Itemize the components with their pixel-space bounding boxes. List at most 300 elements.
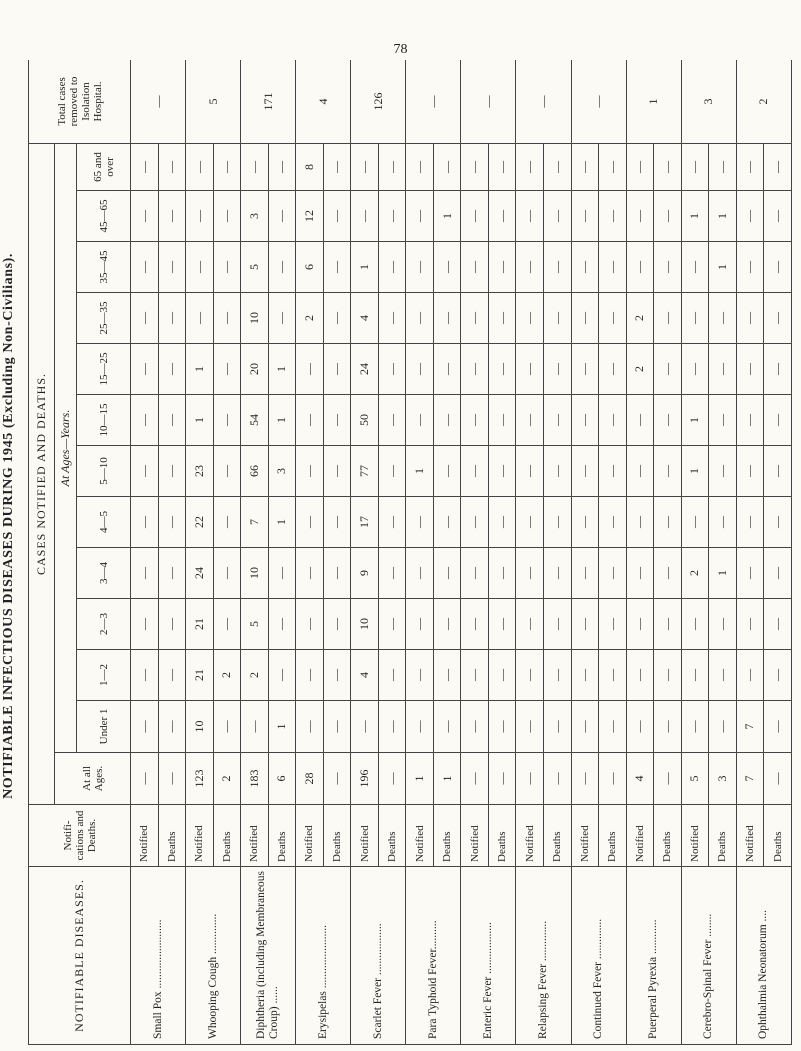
cell-total-removed: — bbox=[406, 60, 461, 143]
cell-age-value: — bbox=[268, 650, 296, 701]
table-row bbox=[461, 60, 489, 1045]
cell-age-value: — bbox=[599, 446, 627, 497]
cell-age-value: 21 bbox=[186, 650, 214, 701]
header-age-group: 35—45 bbox=[77, 242, 131, 293]
cell-age-value: — bbox=[131, 143, 159, 190]
cell-age-value: 12 bbox=[296, 191, 324, 242]
cell-age-value: 7 bbox=[736, 701, 764, 753]
cell-age-value: — bbox=[158, 395, 186, 446]
table-row bbox=[351, 60, 379, 1045]
row-kind-label: Deaths bbox=[213, 805, 241, 867]
cell-total-removed: — bbox=[516, 60, 571, 143]
cell-at-all-ages: 183 bbox=[241, 753, 269, 805]
cell-at-all-ages: — bbox=[654, 753, 682, 805]
cell-age-value: 1 bbox=[186, 395, 214, 446]
cell-age-value: — bbox=[268, 548, 296, 599]
cell-age-value: — bbox=[709, 344, 737, 395]
cell-age-value: — bbox=[709, 497, 737, 548]
cell-age-value: — bbox=[461, 143, 489, 190]
header-age-group: 25—35 bbox=[77, 293, 131, 344]
cell-age-value: 1 bbox=[406, 446, 434, 497]
cell-age-value: — bbox=[406, 650, 434, 701]
cell-age-value: 4 bbox=[351, 293, 379, 344]
cell-age-value: — bbox=[543, 344, 571, 395]
cell-age-value: — bbox=[571, 548, 599, 599]
cell-age-value: 22 bbox=[186, 497, 214, 548]
cell-age-value: 1 bbox=[681, 191, 709, 242]
cell-age-value: 77 bbox=[351, 446, 379, 497]
cell-age-value: — bbox=[158, 497, 186, 548]
cell-age-value: — bbox=[626, 191, 654, 242]
cell-age-value: — bbox=[378, 446, 406, 497]
cell-age-value: — bbox=[323, 497, 351, 548]
cell-age-value: — bbox=[406, 293, 434, 344]
cell-age-value: — bbox=[764, 599, 792, 650]
cell-age-value: — bbox=[736, 548, 764, 599]
cell-age-value: — bbox=[764, 395, 792, 446]
cell-age-value: 2 bbox=[296, 293, 324, 344]
cell-at-all-ages: 2 bbox=[213, 753, 241, 805]
cell-age-value: — bbox=[626, 701, 654, 753]
diseases-table bbox=[28, 60, 792, 1045]
cell-age-value: — bbox=[406, 497, 434, 548]
cell-at-all-ages: 1 bbox=[433, 753, 461, 805]
cell-age-value: — bbox=[186, 242, 214, 293]
cell-age-value: 6 bbox=[296, 242, 324, 293]
cell-at-all-ages: — bbox=[323, 753, 351, 805]
cell-age-value: — bbox=[406, 548, 434, 599]
cell-age-value: — bbox=[323, 650, 351, 701]
cell-age-value: — bbox=[213, 344, 241, 395]
cell-age-value: — bbox=[654, 191, 682, 242]
cell-age-value: — bbox=[654, 143, 682, 190]
row-kind-label: Notified bbox=[296, 805, 324, 867]
cell-age-value: — bbox=[433, 701, 461, 753]
cell-age-value: — bbox=[488, 242, 516, 293]
cell-age-value: — bbox=[213, 242, 241, 293]
cell-age-value: — bbox=[378, 701, 406, 753]
header-age-group: 65 and over bbox=[77, 143, 131, 190]
cell-at-all-ages: — bbox=[764, 753, 792, 805]
cell-age-value: — bbox=[681, 650, 709, 701]
cell-at-all-ages: 1 bbox=[406, 753, 434, 805]
cell-age-value: — bbox=[736, 191, 764, 242]
cell-age-value: — bbox=[764, 344, 792, 395]
cell-age-value: — bbox=[131, 395, 159, 446]
table-row bbox=[736, 60, 764, 1045]
cell-age-value: — bbox=[599, 344, 627, 395]
cell-age-value: — bbox=[599, 548, 627, 599]
cell-age-value: — bbox=[571, 701, 599, 753]
cell-age-value: — bbox=[378, 143, 406, 190]
cell-age-value: 7 bbox=[241, 497, 269, 548]
cell-at-all-ages: — bbox=[599, 753, 627, 805]
table-row bbox=[571, 60, 599, 1045]
cell-age-value: 66 bbox=[241, 446, 269, 497]
cell-age-value: — bbox=[406, 143, 434, 190]
cell-age-value: — bbox=[736, 650, 764, 701]
cell-age-value: — bbox=[599, 293, 627, 344]
cell-age-value: — bbox=[461, 293, 489, 344]
table-row bbox=[516, 60, 544, 1045]
disease-name: Relapsing Fever .............. bbox=[516, 867, 571, 1045]
cell-at-all-ages: 7 bbox=[736, 753, 764, 805]
header-cases-notified-deaths: CASES NOTIFIED AND DEATHS. bbox=[29, 143, 55, 804]
cell-age-value: — bbox=[543, 650, 571, 701]
page-title: NOTIFIABLE INFECTIOUS DISEASES DURING 1945 (Excluding Non-Civilians). bbox=[1, 252, 16, 799]
cell-age-value: — bbox=[406, 599, 434, 650]
cell-age-value: — bbox=[158, 293, 186, 344]
cell-age-value: — bbox=[433, 497, 461, 548]
cell-at-all-ages: — bbox=[461, 753, 489, 805]
row-kind-label: Notified bbox=[516, 805, 544, 867]
cell-age-value: 17 bbox=[351, 497, 379, 548]
cell-age-value: — bbox=[626, 395, 654, 446]
cell-age-value: — bbox=[433, 344, 461, 395]
cell-total-removed: 171 bbox=[241, 60, 296, 143]
cell-age-value: — bbox=[736, 242, 764, 293]
cell-age-value: — bbox=[158, 446, 186, 497]
table-frame bbox=[28, 60, 792, 1045]
cell-age-value: 1 bbox=[433, 191, 461, 242]
cell-age-value: — bbox=[681, 293, 709, 344]
cell-age-value: — bbox=[736, 446, 764, 497]
cell-age-value: 1 bbox=[351, 242, 379, 293]
cell-age-value: — bbox=[433, 446, 461, 497]
cell-age-value: — bbox=[543, 701, 571, 753]
header-age-group: 10—15 bbox=[77, 395, 131, 446]
cell-age-value: 2 bbox=[681, 548, 709, 599]
disease-name: Puerperal Pyrexia ............ bbox=[626, 867, 681, 1045]
cell-age-value: — bbox=[654, 650, 682, 701]
cell-age-value: — bbox=[516, 497, 544, 548]
table-row bbox=[241, 60, 269, 1045]
cell-age-value: — bbox=[599, 242, 627, 293]
cell-age-value: 1 bbox=[709, 191, 737, 242]
cell-age-value: 1 bbox=[268, 344, 296, 395]
cell-age-value: — bbox=[654, 701, 682, 753]
cell-age-value: — bbox=[158, 191, 186, 242]
table-row bbox=[186, 60, 214, 1045]
header-age-group: 2—3 bbox=[77, 599, 131, 650]
cell-age-value: — bbox=[296, 446, 324, 497]
cell-age-value: — bbox=[296, 599, 324, 650]
disease-name: Para Typhoid Fever.......... bbox=[406, 867, 461, 1045]
cell-age-value: — bbox=[543, 395, 571, 446]
cell-age-value: — bbox=[461, 548, 489, 599]
cell-total-removed: 3 bbox=[681, 60, 736, 143]
cell-age-value: 10 bbox=[186, 701, 214, 753]
row-kind-label: Notified bbox=[406, 805, 434, 867]
cell-age-value: — bbox=[351, 701, 379, 753]
table-row bbox=[406, 60, 434, 1045]
cell-age-value: — bbox=[654, 344, 682, 395]
cell-age-value: — bbox=[571, 293, 599, 344]
cell-age-value: — bbox=[433, 548, 461, 599]
cell-age-value: — bbox=[323, 344, 351, 395]
header-at-all-ages: At all Ages. bbox=[55, 753, 131, 805]
cell-age-value: — bbox=[488, 599, 516, 650]
cell-age-value: — bbox=[433, 395, 461, 446]
row-kind-label: Notified bbox=[186, 805, 214, 867]
cell-age-value: 1 bbox=[268, 701, 296, 753]
cell-age-value: — bbox=[406, 344, 434, 395]
cell-age-value: — bbox=[296, 344, 324, 395]
table-row bbox=[626, 60, 654, 1045]
cell-age-value: — bbox=[488, 497, 516, 548]
row-kind-label: Deaths bbox=[158, 805, 186, 867]
cell-at-all-ages: 3 bbox=[709, 753, 737, 805]
cell-age-value: 20 bbox=[241, 344, 269, 395]
disease-name: Scarlet Fever .................. bbox=[351, 867, 406, 1045]
cell-age-value: 3 bbox=[268, 446, 296, 497]
row-kind-label: Deaths bbox=[709, 805, 737, 867]
cell-age-value: — bbox=[488, 650, 516, 701]
row-kind-label: Notified bbox=[351, 805, 379, 867]
cell-age-value: — bbox=[158, 548, 186, 599]
cell-age-value: — bbox=[378, 395, 406, 446]
disease-name: Whooping Cough .............. bbox=[186, 867, 241, 1045]
cell-age-value: 5 bbox=[241, 599, 269, 650]
cell-age-value: — bbox=[351, 143, 379, 190]
cell-age-value: — bbox=[488, 701, 516, 753]
cell-age-value: 50 bbox=[351, 395, 379, 446]
cell-age-value: — bbox=[461, 701, 489, 753]
row-kind-label: Notified bbox=[681, 805, 709, 867]
cell-age-value: 5 bbox=[241, 242, 269, 293]
header-age-group: 3—4 bbox=[77, 548, 131, 599]
cell-age-value: 2 bbox=[241, 650, 269, 701]
cell-age-value: — bbox=[461, 242, 489, 293]
disease-name: Ophthalmia Neonatorum .... bbox=[736, 867, 791, 1045]
cell-age-value: — bbox=[516, 701, 544, 753]
cell-age-value: — bbox=[213, 599, 241, 650]
cell-age-value: — bbox=[213, 446, 241, 497]
cell-age-value: — bbox=[461, 191, 489, 242]
cell-age-value: — bbox=[654, 497, 682, 548]
cell-age-value: — bbox=[516, 650, 544, 701]
cell-age-value: — bbox=[213, 548, 241, 599]
cell-age-value: — bbox=[571, 497, 599, 548]
cell-age-value: — bbox=[571, 242, 599, 293]
cell-age-value: — bbox=[433, 143, 461, 190]
cell-age-value: — bbox=[626, 599, 654, 650]
row-kind-label: Deaths bbox=[654, 805, 682, 867]
cell-age-value: — bbox=[131, 446, 159, 497]
cell-age-value: — bbox=[158, 599, 186, 650]
cell-age-value: — bbox=[461, 446, 489, 497]
cell-age-value: — bbox=[599, 701, 627, 753]
disease-name: Cerebro-Spinal Fever ........ bbox=[681, 867, 736, 1045]
cell-age-value: — bbox=[323, 143, 351, 190]
cell-age-value: — bbox=[158, 143, 186, 190]
row-kind-label: Notified bbox=[461, 805, 489, 867]
cell-age-value: 10 bbox=[241, 293, 269, 344]
row-kind-label: Notified bbox=[736, 805, 764, 867]
cell-age-value: — bbox=[764, 548, 792, 599]
cell-age-value: — bbox=[296, 497, 324, 548]
cell-age-value: — bbox=[516, 599, 544, 650]
cell-age-value: — bbox=[516, 395, 544, 446]
cell-age-value: — bbox=[681, 242, 709, 293]
cell-age-value: — bbox=[516, 143, 544, 190]
table-row bbox=[131, 60, 159, 1045]
cell-age-value: — bbox=[736, 344, 764, 395]
cell-age-value: — bbox=[378, 344, 406, 395]
cell-age-value: — bbox=[488, 191, 516, 242]
cell-age-value: — bbox=[543, 191, 571, 242]
cell-age-value: — bbox=[461, 650, 489, 701]
cell-age-value: — bbox=[378, 548, 406, 599]
cell-age-value: — bbox=[378, 497, 406, 548]
cell-age-value: — bbox=[158, 344, 186, 395]
cell-age-value: — bbox=[681, 497, 709, 548]
cell-age-value: — bbox=[323, 599, 351, 650]
cell-age-value: — bbox=[323, 701, 351, 753]
cell-age-value: — bbox=[213, 395, 241, 446]
cell-age-value: — bbox=[296, 701, 324, 753]
row-kind-label: Notified bbox=[571, 805, 599, 867]
cell-total-removed: 1 bbox=[626, 60, 681, 143]
cell-age-value: — bbox=[158, 650, 186, 701]
cell-age-value: — bbox=[709, 143, 737, 190]
cell-at-all-ages: 123 bbox=[186, 753, 214, 805]
cell-age-value: — bbox=[571, 344, 599, 395]
cell-age-value: — bbox=[543, 599, 571, 650]
cell-age-value: — bbox=[516, 293, 544, 344]
cell-at-all-ages: 6 bbox=[268, 753, 296, 805]
cell-age-value: — bbox=[131, 599, 159, 650]
cell-age-value: — bbox=[378, 293, 406, 344]
cell-age-value: — bbox=[543, 548, 571, 599]
cell-age-value: — bbox=[599, 497, 627, 548]
cell-age-value: — bbox=[268, 599, 296, 650]
cell-age-value: — bbox=[516, 548, 544, 599]
cell-age-value: — bbox=[433, 599, 461, 650]
header-kind: Notifi-cations and Deaths. bbox=[29, 805, 131, 867]
cell-age-value: — bbox=[323, 548, 351, 599]
cell-age-value: — bbox=[241, 143, 269, 190]
cell-age-value: — bbox=[516, 191, 544, 242]
row-kind-label: Notified bbox=[131, 805, 159, 867]
disease-name: Small Pox ........................ bbox=[131, 867, 186, 1045]
cell-total-removed: — bbox=[461, 60, 516, 143]
disease-name: Continued Fever .............. bbox=[571, 867, 626, 1045]
cell-age-value: — bbox=[764, 293, 792, 344]
cell-age-value: — bbox=[681, 599, 709, 650]
cell-age-value: 3 bbox=[241, 191, 269, 242]
cell-age-value: — bbox=[709, 701, 737, 753]
cell-total-removed: 2 bbox=[736, 60, 791, 143]
disease-name: Diphtheria (including Membraneous Croup) ...... bbox=[241, 867, 296, 1045]
cell-age-value: — bbox=[433, 293, 461, 344]
cell-age-value: — bbox=[571, 143, 599, 190]
cell-age-value: — bbox=[571, 446, 599, 497]
cell-age-value: — bbox=[131, 191, 159, 242]
cell-age-value: 24 bbox=[186, 548, 214, 599]
cell-age-value: — bbox=[736, 599, 764, 650]
cell-total-removed: — bbox=[571, 60, 626, 143]
cell-age-value: — bbox=[131, 650, 159, 701]
cell-age-value: — bbox=[213, 701, 241, 753]
cell-age-value: — bbox=[654, 548, 682, 599]
cell-age-value: — bbox=[626, 650, 654, 701]
cell-age-value: — bbox=[599, 650, 627, 701]
row-kind-label: Deaths bbox=[268, 805, 296, 867]
cell-total-removed: 5 bbox=[186, 60, 241, 143]
row-kind-label: Deaths bbox=[599, 805, 627, 867]
cell-age-value: 10 bbox=[351, 599, 379, 650]
cell-age-value: — bbox=[681, 344, 709, 395]
cell-age-value: — bbox=[764, 701, 792, 753]
cell-age-value: — bbox=[488, 395, 516, 446]
cell-age-value: 1 bbox=[709, 548, 737, 599]
cell-age-value: — bbox=[268, 242, 296, 293]
cell-total-removed: 126 bbox=[351, 60, 406, 143]
cell-age-value: — bbox=[268, 191, 296, 242]
header-age-group: 5—10 bbox=[77, 446, 131, 497]
cell-age-value: 2 bbox=[626, 344, 654, 395]
cell-age-value: — bbox=[599, 599, 627, 650]
cell-age-value: — bbox=[296, 395, 324, 446]
row-kind-label: Notified bbox=[241, 805, 269, 867]
cell-age-value: — bbox=[488, 143, 516, 190]
cell-age-value: — bbox=[626, 497, 654, 548]
cell-at-all-ages: 5 bbox=[681, 753, 709, 805]
cell-age-value: — bbox=[543, 293, 571, 344]
cell-age-value: — bbox=[654, 446, 682, 497]
cell-age-value: 1 bbox=[681, 446, 709, 497]
cell-age-value: — bbox=[654, 395, 682, 446]
cell-age-value: — bbox=[736, 143, 764, 190]
cell-age-value: — bbox=[213, 191, 241, 242]
cell-age-value: — bbox=[461, 395, 489, 446]
row-kind-label: Deaths bbox=[488, 805, 516, 867]
cell-age-value: — bbox=[571, 191, 599, 242]
table-row bbox=[296, 60, 324, 1045]
cell-age-value: — bbox=[406, 191, 434, 242]
cell-at-all-ages: — bbox=[543, 753, 571, 805]
cell-age-value: — bbox=[186, 143, 214, 190]
cell-age-value: — bbox=[654, 242, 682, 293]
disease-name: Erysipelas ...................... bbox=[296, 867, 351, 1045]
header-age-group: 15—25 bbox=[77, 344, 131, 395]
cell-at-all-ages: 4 bbox=[626, 753, 654, 805]
cell-age-value: — bbox=[158, 242, 186, 293]
cell-age-value: — bbox=[378, 650, 406, 701]
cell-at-all-ages: 28 bbox=[296, 753, 324, 805]
row-kind-label: Deaths bbox=[323, 805, 351, 867]
cell-age-value: — bbox=[268, 293, 296, 344]
cell-age-value: — bbox=[681, 143, 709, 190]
cell-age-value: — bbox=[213, 497, 241, 548]
cell-age-value: 9 bbox=[351, 548, 379, 599]
row-kind-label: Notified bbox=[626, 805, 654, 867]
cell-age-value: 1 bbox=[681, 395, 709, 446]
cell-age-value: — bbox=[461, 599, 489, 650]
cell-at-all-ages: 196 bbox=[351, 753, 379, 805]
cell-age-value: 54 bbox=[241, 395, 269, 446]
cell-age-value: — bbox=[764, 650, 792, 701]
cell-age-value: — bbox=[131, 242, 159, 293]
cell-age-value: — bbox=[323, 293, 351, 344]
cell-at-all-ages: — bbox=[378, 753, 406, 805]
cell-age-value: — bbox=[131, 701, 159, 753]
cell-at-all-ages: — bbox=[488, 753, 516, 805]
cell-age-value: — bbox=[406, 395, 434, 446]
cell-age-value: 8 bbox=[296, 143, 324, 190]
cell-age-value: — bbox=[654, 599, 682, 650]
